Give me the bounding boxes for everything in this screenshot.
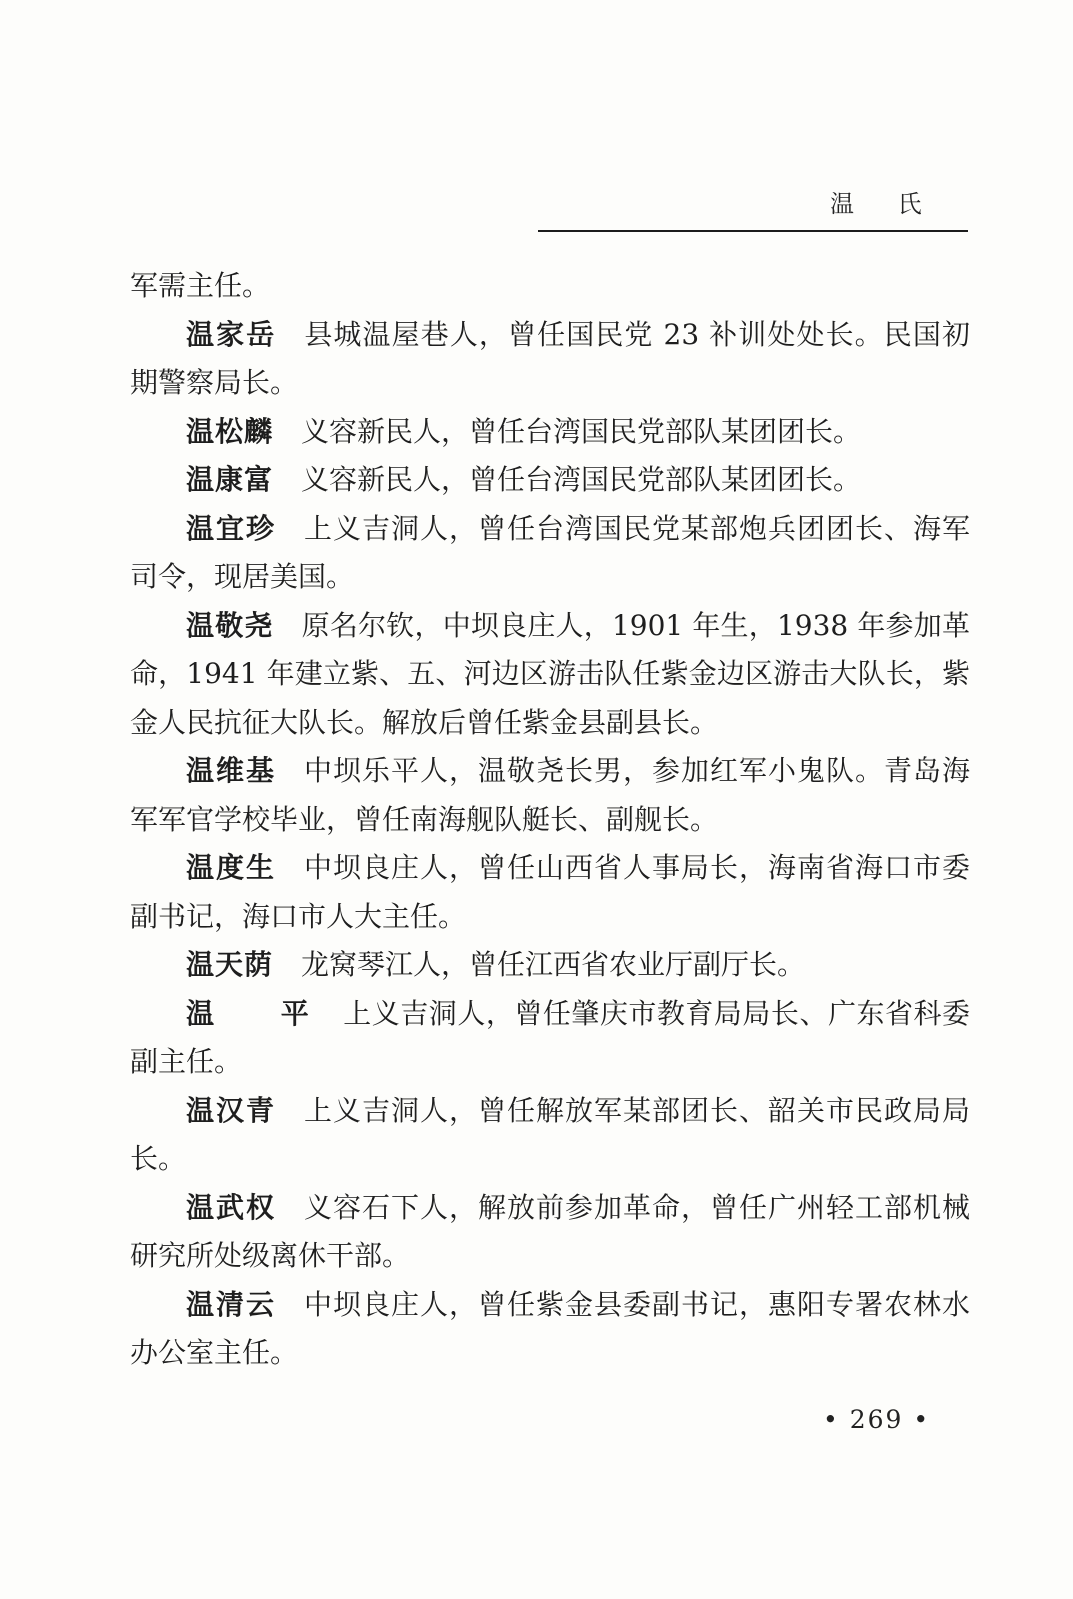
entry-name: 温家岳 (186, 317, 277, 351)
entry-text: 义容石下人，解放前参加革命，曾任广州轻工部机械研究所处级离休干部。 (130, 1190, 970, 1272)
entry-name: 温敬尧 (186, 608, 274, 642)
entry-text: 义容新民人，曾任台湾国民党部队某团团长。 (301, 414, 862, 448)
entry-name: 温维基 (186, 754, 276, 787)
entry-text: 中坝良庄人，曾任山西省人事局长，海南省海口市委副书记，海口市人大主任。 (130, 851, 970, 933)
running-head: 温 氏 (830, 190, 940, 218)
entry-name: 温松麟 (186, 414, 274, 448)
entry-name: 温汉青 (186, 1093, 276, 1127)
entry-wen-ping (130, 990, 970, 1087)
entry-wen-qingyun (130, 1281, 970, 1378)
entry-wen-wuquan (130, 1184, 970, 1281)
entry-wen-tianyin (130, 941, 970, 990)
body-text (130, 262, 970, 1378)
continuation-text: 军需主任。 (130, 269, 271, 302)
entry-wen-jingyao (130, 602, 970, 748)
entry-text: 义容新民人，曾任台湾国民党部队某团团长。 (301, 463, 862, 496)
entry-text: 县城温屋巷人，曾任国民党 23 补训处处长。民国初期警察局长。 (130, 317, 970, 399)
entry-text: 上义吉洞人，曾任肇庆市教育局局长、广东省科委副主任。 (130, 996, 970, 1078)
entry-name: 温天荫 (186, 948, 274, 981)
entry-text: 上义吉洞人，曾任台湾国民党某部炮兵团团长、海军司令，现居美国。 (130, 511, 970, 593)
entry-name: 温度生 (186, 851, 276, 884)
entry-name: 温 平 (186, 996, 338, 1030)
entry-wen-dusheng (130, 844, 970, 941)
entry-name: 温宜珍 (186, 511, 276, 545)
entry-name: 温武权 (186, 1190, 276, 1224)
entry-name: 温清云 (186, 1287, 276, 1321)
entry-text: 原名尔钦，中坝良庄人，1901 年生，1938 年参加革命，1941 年建立紫、五、河边区游击队任紫金边区游击大队长，紫金人民抗征大队长。解放后曾任紫金县副县长。 (130, 608, 970, 739)
entry-name: 温康富 (186, 463, 274, 496)
entry-text: 上义吉洞人，曾任解放军某部团长、韶关市民政局局长。 (130, 1093, 970, 1175)
entry-wen-songlin (130, 408, 970, 457)
entry-wen-kangfu (130, 456, 970, 505)
entry-wen-hanqing (130, 1087, 970, 1184)
entry-wen-weiji (130, 747, 970, 844)
page-number: • 269 • (823, 1405, 931, 1434)
entry-wen-jiayue (130, 311, 970, 408)
entry-text: 中坝良庄人，曾任紫金县委副书记，惠阳专署农林水办公室主任。 (130, 1287, 970, 1369)
entry-text: 中坝乐平人，温敬尧长男，参加红军小鬼队。青岛海军军官学校毕业，曾任南海舰队艇长、副舰长。 (130, 754, 970, 836)
entry-text: 龙窝琴江人，曾任江西省农业厅副厅长。 (301, 948, 806, 981)
entry-wen-yizhen (130, 505, 970, 602)
header-rule (538, 230, 968, 232)
